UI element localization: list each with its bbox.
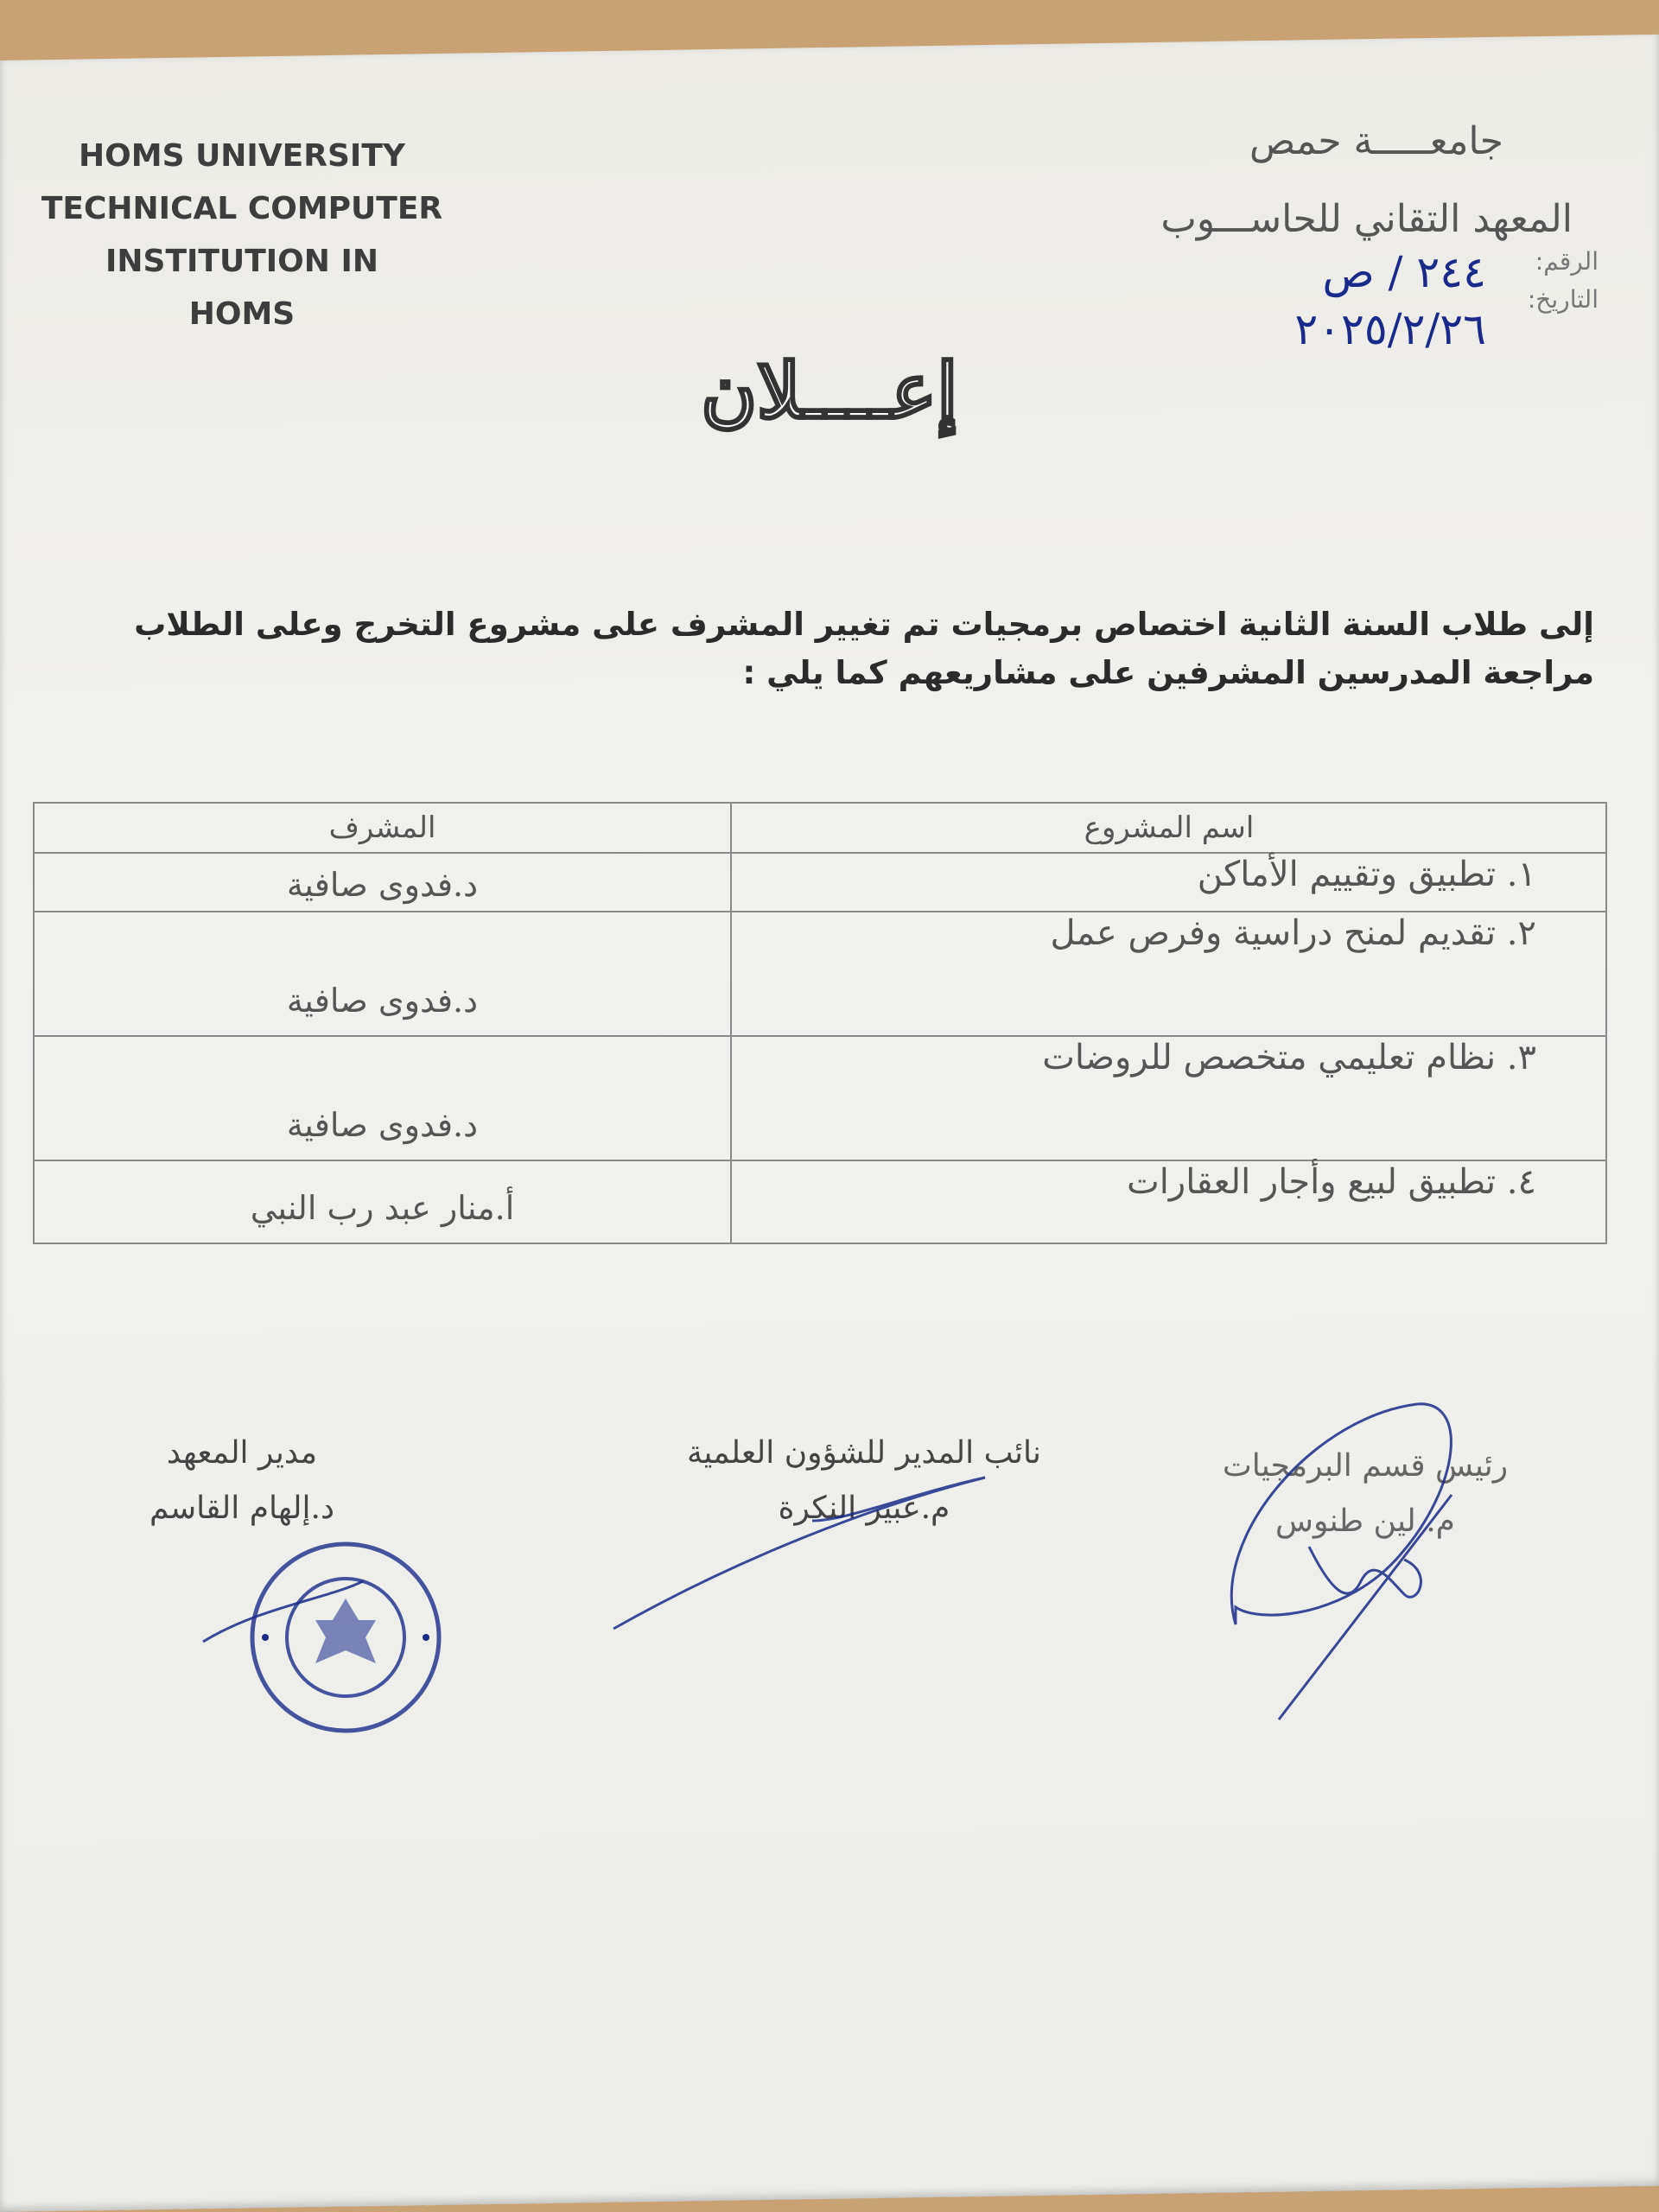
table-header-row: [34, 803, 1606, 853]
projects-table: [33, 802, 1607, 1244]
announcement-title: إعــــلان: [701, 346, 958, 435]
letterhead-line: INSTITUTION IN: [105, 244, 378, 279]
announcement-body: إلى طلاب السنة الثانية اختصاص برمجيات تم تغيير المشرف على مشروع التخرج وعلى الطلاب مراجعة المدرسين المشرفين على مشاريعهم كما يلي :: [134, 606, 1594, 691]
table-row: [34, 1036, 1606, 1160]
department-head-signature-block: [1192, 1439, 1538, 1549]
letterhead-line: TECHNICAL COMPUTER: [41, 191, 443, 226]
institute-name-ar: المعهد التقاني للحاســـوب: [1160, 197, 1573, 241]
table-row: [34, 853, 1606, 912]
table-row: [34, 1160, 1606, 1243]
reference-number-value: ٢٤٤ / ص: [1322, 247, 1486, 297]
director-name: د.إلهام القاسم: [149, 1491, 334, 1526]
department-head-name: م. لين طنوس: [1275, 1503, 1455, 1539]
date-value: ٢٠٢٥/٢/٢٦: [1294, 304, 1486, 354]
official-stamp-icon: [246, 1538, 445, 1737]
project-name: ٤. تطبيق لبيع وأجار العقارات: [731, 1160, 1606, 1243]
director-signature-block: [104, 1426, 380, 1536]
supervisor-name: د.فدوى صافية: [34, 1036, 731, 1160]
project-name: ٢. تقديم لمنح دراسية وفرص عمل: [731, 912, 1606, 1036]
column-header-supervisor: المشرف: [34, 803, 731, 853]
supervisor-name: أ.منار عبد رب النبي: [34, 1160, 731, 1243]
project-name: ١. تطبيق وتقييم الأماكن: [731, 853, 1606, 912]
deputy-name: م.عبير النكرة: [778, 1491, 950, 1526]
supervisor-name: د.فدوى صافية: [34, 912, 731, 1036]
english-letterhead: [35, 130, 449, 340]
department-head-title: رئيس قسم البرمجيات: [1222, 1448, 1509, 1484]
letterhead-line: HOMS UNIVERSITY: [79, 138, 405, 174]
column-header-project: اسم المشروع: [731, 803, 1606, 853]
table-row: [34, 912, 1606, 1036]
letterhead-line: HOMS: [188, 296, 296, 332]
reference-number-label: الرقم:: [1535, 247, 1599, 276]
supervisor-name: د.فدوى صافية: [34, 853, 731, 912]
date-label: التاريخ:: [1527, 285, 1599, 314]
director-title: مدير المعهد: [166, 1435, 318, 1471]
project-name: ٣. نظام تعليمي متخصص للروضات: [731, 1036, 1606, 1160]
deputy-title: نائب المدير للشؤون العلمية: [687, 1435, 1041, 1471]
deputy-signature-block: [639, 1426, 1089, 1536]
university-name-ar: جامعـــــة حمص: [1249, 119, 1503, 163]
